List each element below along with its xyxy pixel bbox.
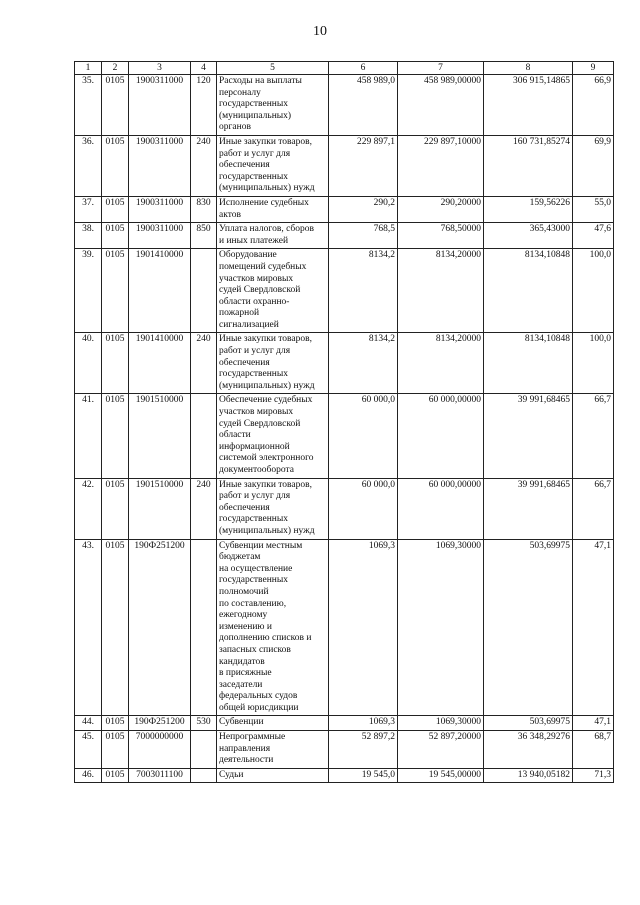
execution-percent: 100,0 bbox=[573, 333, 614, 394]
item-name: Субвенции bbox=[217, 716, 329, 731]
column-number-row bbox=[75, 62, 614, 75]
executed-amount: 503,69975 bbox=[484, 539, 573, 716]
column-header: 6 bbox=[329, 62, 398, 75]
target-article-code: 190Ф251200 bbox=[129, 716, 191, 731]
executed-amount: 306 915,14865 bbox=[484, 75, 573, 136]
table-row bbox=[75, 731, 614, 769]
item-name: Иные закупки товаров, работ и услуг для обеспечения государственных (муниципальных) нужд bbox=[217, 478, 329, 539]
execution-percent: 55,0 bbox=[573, 196, 614, 222]
executed-amount: 160 731,85274 bbox=[484, 135, 573, 196]
table-row bbox=[75, 249, 614, 333]
refined-amount: 8134,20000 bbox=[398, 249, 484, 333]
executed-amount: 39 991,68465 bbox=[484, 394, 573, 478]
execution-percent: 47,1 bbox=[573, 539, 614, 716]
item-name: Судьи bbox=[217, 768, 329, 783]
execution-percent: 66,7 bbox=[573, 478, 614, 539]
refined-amount: 19 545,00000 bbox=[398, 768, 484, 783]
executed-amount: 365,43000 bbox=[484, 223, 573, 249]
section-code: 0105 bbox=[102, 333, 129, 394]
page-number: 10 bbox=[313, 24, 327, 39]
expense-type-code: 240 bbox=[191, 135, 217, 196]
target-article-code: 1900311000 bbox=[129, 75, 191, 136]
planned-amount: 52 897,2 bbox=[329, 731, 398, 769]
section-code: 0105 bbox=[102, 249, 129, 333]
target-article-code: 1901510000 bbox=[129, 478, 191, 539]
planned-amount: 60 000,0 bbox=[329, 478, 398, 539]
table-row bbox=[75, 716, 614, 731]
expense-type-code: 850 bbox=[191, 223, 217, 249]
column-header: 3 bbox=[129, 62, 191, 75]
refined-amount: 8134,20000 bbox=[398, 333, 484, 394]
row-number: 35. bbox=[75, 75, 102, 136]
item-name: Исполнение судебных актов bbox=[217, 196, 329, 222]
executed-amount: 159,56226 bbox=[484, 196, 573, 222]
row-number: 40. bbox=[75, 333, 102, 394]
row-number: 43. bbox=[75, 539, 102, 716]
planned-amount: 19 545,0 bbox=[329, 768, 398, 783]
expense-type-code bbox=[191, 394, 217, 478]
column-header: 2 bbox=[102, 62, 129, 75]
executed-amount: 503,69975 bbox=[484, 716, 573, 731]
target-article-code: 1901510000 bbox=[129, 394, 191, 478]
planned-amount: 8134,2 bbox=[329, 249, 398, 333]
budget-table bbox=[74, 61, 614, 783]
refined-amount: 52 897,20000 bbox=[398, 731, 484, 769]
execution-percent: 69,9 bbox=[573, 135, 614, 196]
refined-amount: 290,20000 bbox=[398, 196, 484, 222]
column-header: 8 bbox=[484, 62, 573, 75]
item-name: Уплата налогов, сборов и иных платежей bbox=[217, 223, 329, 249]
section-code: 0105 bbox=[102, 539, 129, 716]
section-code: 0105 bbox=[102, 75, 129, 136]
refined-amount: 229 897,10000 bbox=[398, 135, 484, 196]
target-article-code: 7003011100 bbox=[129, 768, 191, 783]
execution-percent: 71,3 bbox=[573, 768, 614, 783]
expense-type-code: 120 bbox=[191, 75, 217, 136]
section-code: 0105 bbox=[102, 731, 129, 769]
planned-amount: 1069,3 bbox=[329, 539, 398, 716]
row-number: 36. bbox=[75, 135, 102, 196]
section-code: 0105 bbox=[102, 196, 129, 222]
table-row bbox=[75, 394, 614, 478]
refined-amount: 1069,30000 bbox=[398, 539, 484, 716]
expense-type-code: 530 bbox=[191, 716, 217, 731]
executed-amount: 13 940,05182 bbox=[484, 768, 573, 783]
refined-amount: 60 000,00000 bbox=[398, 478, 484, 539]
section-code: 0105 bbox=[102, 716, 129, 731]
planned-amount: 458 989,0 bbox=[329, 75, 398, 136]
row-number: 41. bbox=[75, 394, 102, 478]
execution-percent: 68,7 bbox=[573, 731, 614, 769]
table-row bbox=[75, 333, 614, 394]
item-name: Непрограммные направления деятельности bbox=[217, 731, 329, 769]
section-code: 0105 bbox=[102, 135, 129, 196]
refined-amount: 1069,30000 bbox=[398, 716, 484, 731]
refined-amount: 768,50000 bbox=[398, 223, 484, 249]
section-code: 0105 bbox=[102, 478, 129, 539]
executed-amount: 39 991,68465 bbox=[484, 478, 573, 539]
column-header: 4 bbox=[191, 62, 217, 75]
item-name: Оборудование помещений судебных участков мировых судей Свердловской области охранно- пожарной сигнализацией bbox=[217, 249, 329, 333]
row-number: 37. bbox=[75, 196, 102, 222]
item-name: Иные закупки товаров, работ и услуг для обеспечения государственных (муниципальных) нужд bbox=[217, 333, 329, 394]
planned-amount: 768,5 bbox=[329, 223, 398, 249]
row-number: 44. bbox=[75, 716, 102, 731]
target-article-code: 190Ф251200 bbox=[129, 539, 191, 716]
expense-type-code: 830 bbox=[191, 196, 217, 222]
column-header: 9 bbox=[573, 62, 614, 75]
row-number: 42. bbox=[75, 478, 102, 539]
table-row bbox=[75, 196, 614, 222]
expense-type-code bbox=[191, 539, 217, 716]
target-article-code: 1900311000 bbox=[129, 223, 191, 249]
row-number: 38. bbox=[75, 223, 102, 249]
row-number: 46. bbox=[75, 768, 102, 783]
executed-amount: 36 348,29276 bbox=[484, 731, 573, 769]
execution-percent: 47,1 bbox=[573, 716, 614, 731]
expense-type-code bbox=[191, 249, 217, 333]
planned-amount: 1069,3 bbox=[329, 716, 398, 731]
item-name: Расходы на выплаты персоналу государственных (муниципальных) органов bbox=[217, 75, 329, 136]
column-header: 1 bbox=[75, 62, 102, 75]
row-number: 39. bbox=[75, 249, 102, 333]
target-article-code: 1901410000 bbox=[129, 249, 191, 333]
planned-amount: 60 000,0 bbox=[329, 394, 398, 478]
table-row bbox=[75, 135, 614, 196]
item-name: Обеспечение судебных участков мировых судей Свердловской области информационной системой электронного документооборота bbox=[217, 394, 329, 478]
item-name: Иные закупки товаров, работ и услуг для обеспечения государственных (муниципальных) нужд bbox=[217, 135, 329, 196]
refined-amount: 458 989,00000 bbox=[398, 75, 484, 136]
planned-amount: 229 897,1 bbox=[329, 135, 398, 196]
item-name: Субвенции местным бюджетам на осуществление государственных полномочий по составлению, ежегодному изменению и дополнению списков и запасных списков кандидатов в присяжные заседатели федеральных судов общей юрисдикции bbox=[217, 539, 329, 716]
planned-amount: 290,2 bbox=[329, 196, 398, 222]
table-row bbox=[75, 539, 614, 716]
execution-percent: 66,9 bbox=[573, 75, 614, 136]
expense-type-code: 240 bbox=[191, 478, 217, 539]
section-code: 0105 bbox=[102, 394, 129, 478]
target-article-code: 1900311000 bbox=[129, 135, 191, 196]
target-article-code: 1900311000 bbox=[129, 196, 191, 222]
column-header: 7 bbox=[398, 62, 484, 75]
execution-percent: 100,0 bbox=[573, 249, 614, 333]
execution-percent: 66,7 bbox=[573, 394, 614, 478]
target-article-code: 1901410000 bbox=[129, 333, 191, 394]
table-row bbox=[75, 223, 614, 249]
expense-type-code bbox=[191, 768, 217, 783]
expense-type-code: 240 bbox=[191, 333, 217, 394]
table-row bbox=[75, 478, 614, 539]
planned-amount: 8134,2 bbox=[329, 333, 398, 394]
row-number: 45. bbox=[75, 731, 102, 769]
target-article-code: 7000000000 bbox=[129, 731, 191, 769]
executed-amount: 8134,10848 bbox=[484, 333, 573, 394]
execution-percent: 47,6 bbox=[573, 223, 614, 249]
table-row bbox=[75, 75, 614, 136]
column-header: 5 bbox=[217, 62, 329, 75]
section-code: 0105 bbox=[102, 768, 129, 783]
expense-type-code bbox=[191, 731, 217, 769]
section-code: 0105 bbox=[102, 223, 129, 249]
executed-amount: 8134,10848 bbox=[484, 249, 573, 333]
table-row bbox=[75, 768, 614, 783]
refined-amount: 60 000,00000 bbox=[398, 394, 484, 478]
